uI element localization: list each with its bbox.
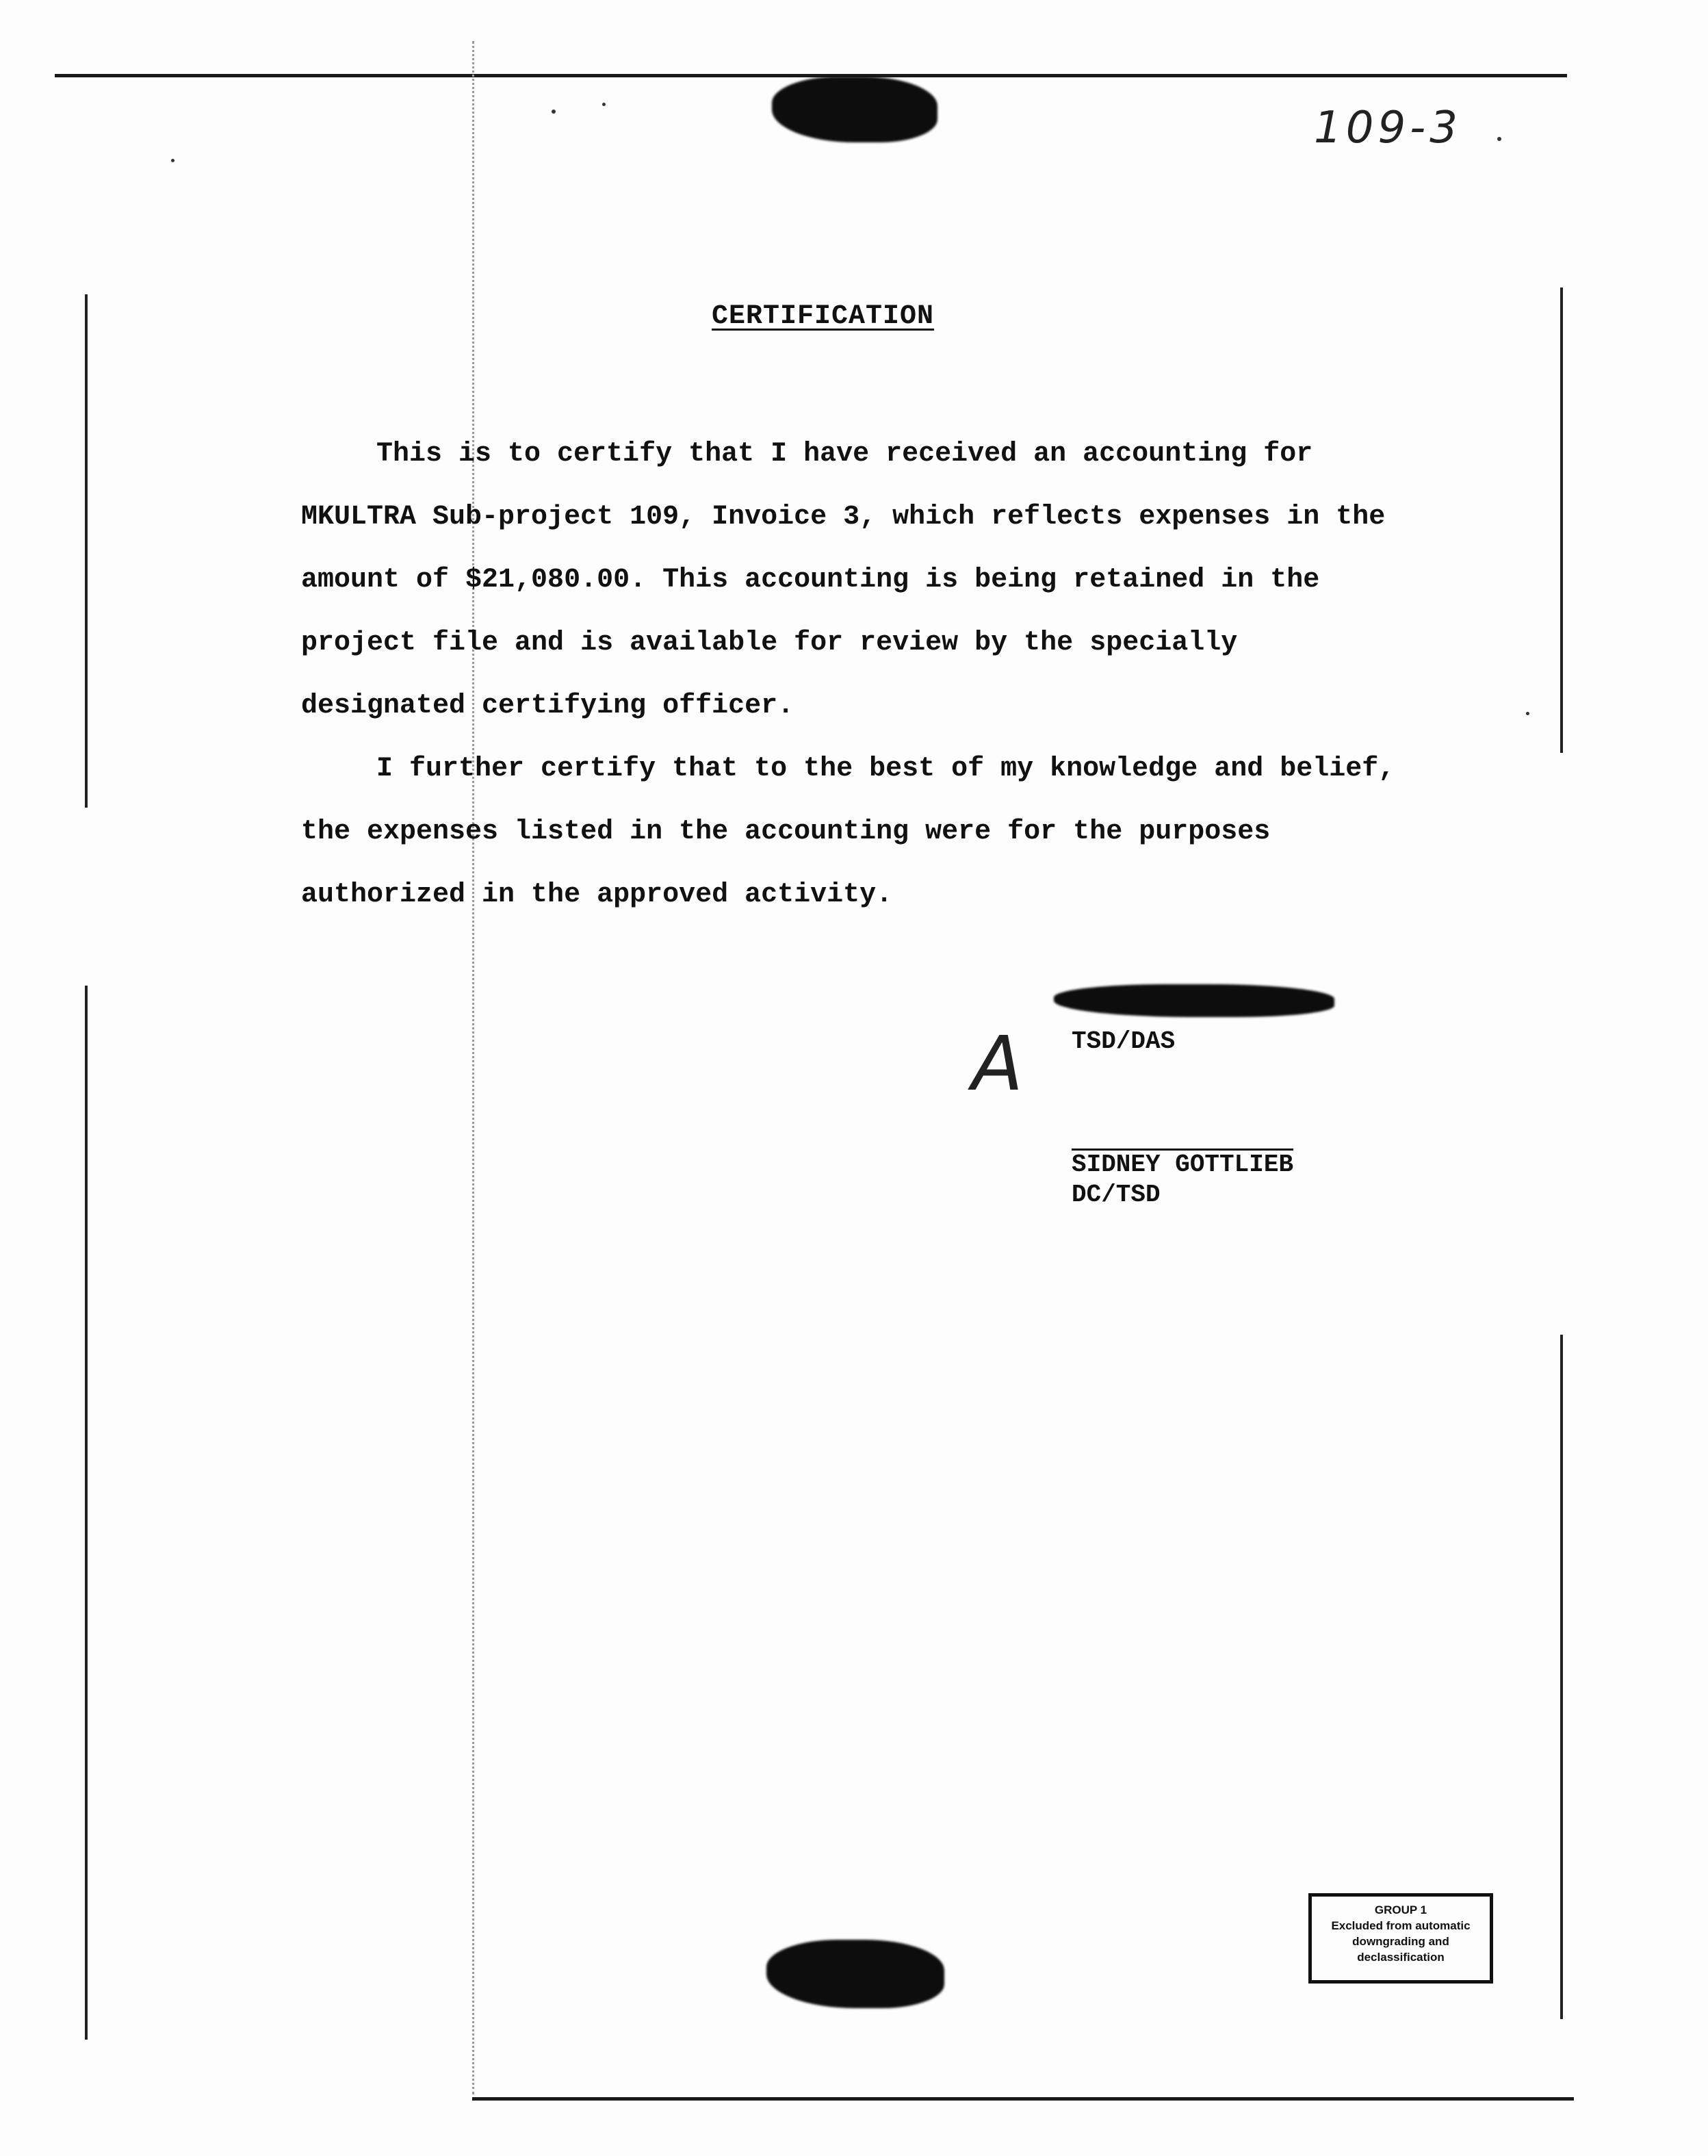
bottom-scan-rule: [472, 2097, 1574, 2101]
signature-block-2: [1072, 1150, 1293, 1210]
redaction-top: [772, 77, 937, 142]
handwritten-page-number: 109-3: [1314, 103, 1462, 153]
declassification-stamp: [1308, 1893, 1493, 1984]
right-edge-mark: [1560, 287, 1563, 753]
signature-title-2: DC/TSD: [1072, 1181, 1161, 1209]
redaction-signature: [1054, 984, 1334, 1017]
scan-speck: [171, 159, 174, 162]
paragraph-1: This is to certify that I have received an accounting for MKULTRA Sub-project 109, Invoice 3, which reflects expenses in the amount of $21,080.00. This accounting is being retained in the project file and is available for review by the specially designated certifying officer.: [301, 439, 1386, 721]
signature-title-1: TSD/DAS: [1072, 1027, 1176, 1055]
stamp-line: Excluded from automatic: [1331, 1919, 1471, 1932]
redaction-bottom: [766, 1940, 944, 2008]
certification-body: [301, 423, 1396, 927]
signature-name-2: SIDNEY GOTTLIEB: [1072, 1151, 1294, 1179]
top-scan-rule: [55, 74, 1567, 77]
left-edge-mark: [85, 294, 88, 808]
scan-speck: [1497, 137, 1501, 141]
right-edge-mark: [1560, 1335, 1563, 2019]
scan-speck: [602, 103, 606, 106]
scan-speck: [552, 110, 556, 114]
scan-speck: [1526, 712, 1529, 715]
stamp-line: declassification: [1357, 1951, 1445, 1964]
document-title: CERTIFICATION: [712, 301, 935, 332]
signature-block-1: [1072, 1027, 1175, 1057]
paragraph-2: I further certify that to the best of my knowledge and belief, the expenses listed in the accounting were for the purposes authorized in the approved activity.: [301, 754, 1395, 910]
stamp-line: downgrading and: [1352, 1935, 1449, 1948]
stamp-line: GROUP 1: [1374, 1903, 1427, 1916]
left-edge-mark: [85, 986, 88, 2040]
fold-guide-line: [472, 41, 474, 2094]
handwritten-mark: A: [972, 1020, 1024, 1107]
